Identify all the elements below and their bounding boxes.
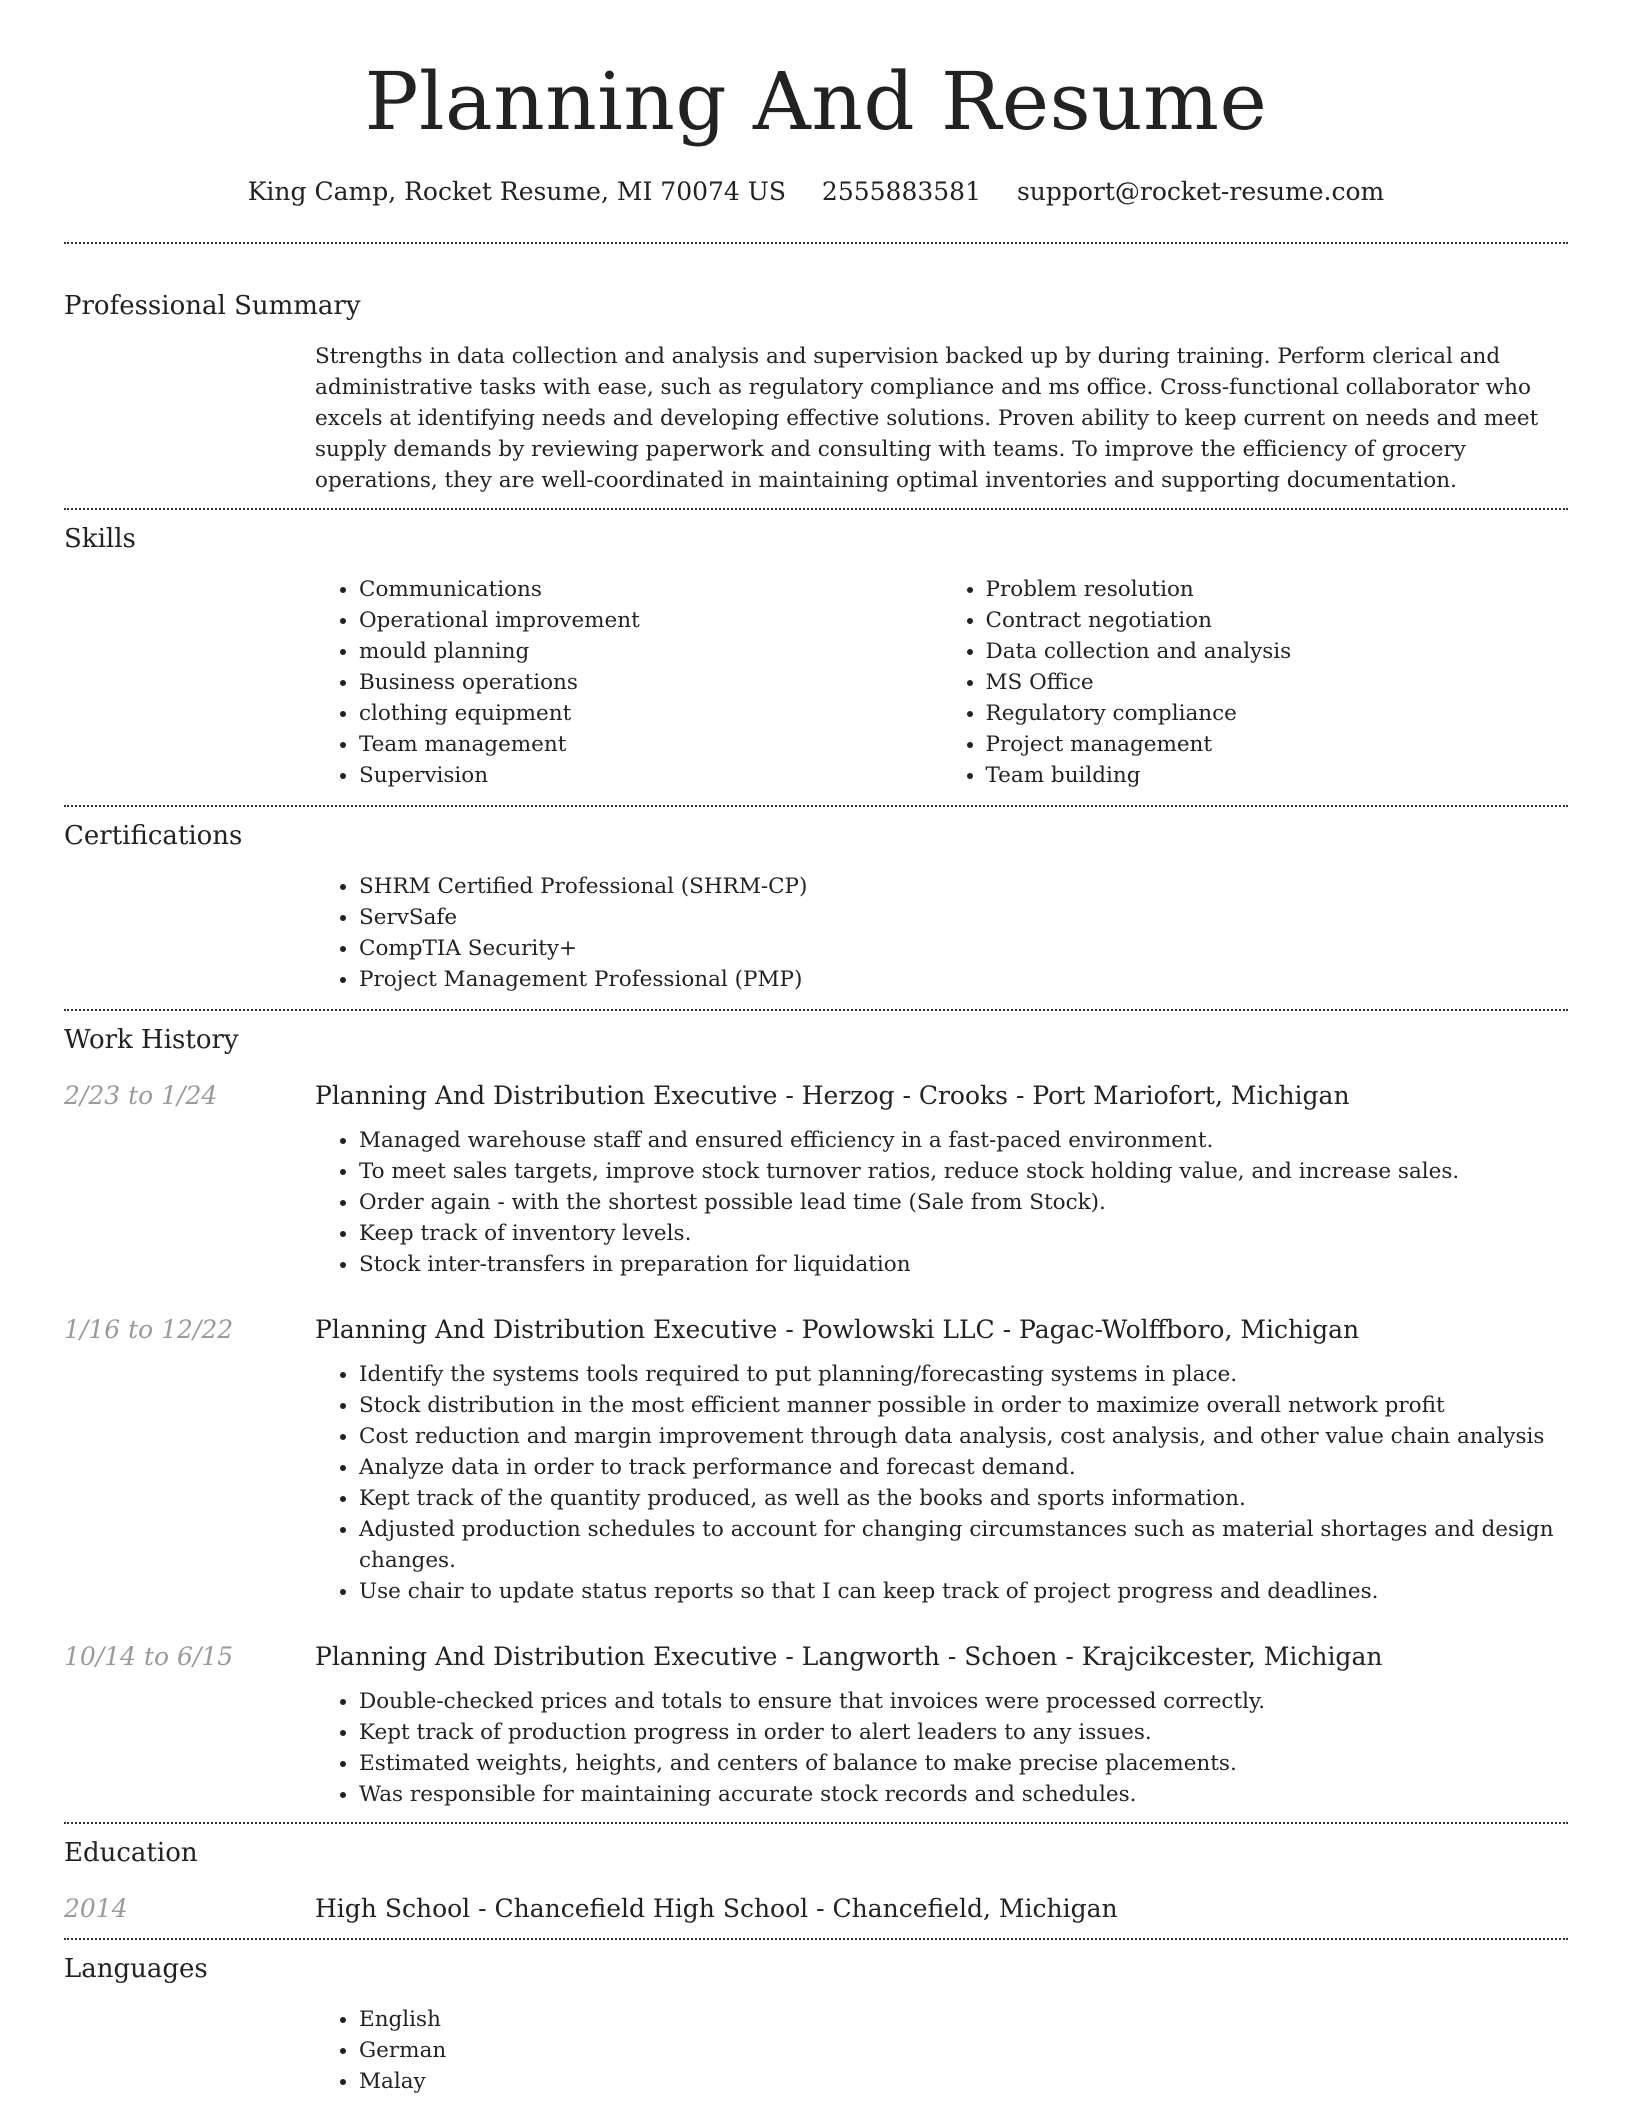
list-item: • ServSafe	[359, 902, 1568, 933]
section-title-certifications: Certifications	[64, 821, 243, 851]
job-title: Planning And Distribution Executive - Herzog - Crooks - Port Mariofort, Michigan	[315, 1081, 1350, 1110]
section-title-work: Work History	[64, 1025, 239, 1055]
list-item: • Communications	[359, 574, 942, 605]
list-item: • Operational improvement	[359, 605, 942, 636]
list-item: • German	[359, 2035, 1568, 2066]
list-item: • English	[359, 2004, 1568, 2035]
job-date: 1/16 to 12/22	[64, 1315, 234, 1344]
education-entry: High School - Chancefield High School - Chancefield, Michigan	[315, 1894, 1118, 1923]
contact-email: support@rocket-resume.com	[1016, 177, 1385, 206]
list-item: • Stock distribution in the most efficient manner possible in order to maximize overall network profit	[359, 1390, 1568, 1421]
section-title-skills: Skills	[64, 524, 136, 554]
list-item: • mould planning	[359, 636, 942, 667]
list-item: • Analyze data in order to track performance and forecast demand.	[359, 1452, 1568, 1483]
list-item: • Project management	[986, 729, 1569, 760]
list-item: • Team building	[986, 760, 1569, 791]
education-section	[64, 1824, 1568, 1938]
list-item: • To meet sales targets, improve stock turnover ratios, reduce stock holding value, and increase sales.	[359, 1156, 1568, 1187]
list-item: • Cost reduction and margin improvement through data analysis, cost analysis, and other value chain analysis	[359, 1421, 1568, 1452]
section-title-summary: Professional Summary	[64, 291, 361, 321]
list-item: • Order again - with the shortest possible lead time (Sale from Stock).	[359, 1187, 1568, 1218]
job-title: Planning And Distribution Executive - Langworth - Schoen - Krajcikcester, Michigan	[315, 1642, 1383, 1671]
list-item: • CompTIA Security+	[359, 933, 1568, 964]
job-bullets	[315, 1359, 1568, 1607]
languages-section	[64, 1940, 1568, 2097]
skills-list-left	[315, 574, 942, 791]
list-item: • Regulatory compliance	[986, 698, 1569, 729]
list-item: • Keep track of inventory levels.	[359, 1218, 1568, 1249]
contact-address: King Camp, Rocket Resume, MI 70074 US	[247, 177, 786, 206]
list-item: • Kept track of the quantity produced, as well as the books and sports information.	[359, 1483, 1568, 1514]
certifications-list	[315, 871, 1568, 995]
skills-section	[64, 510, 1568, 805]
list-item: • Use chair to update status reports so that I can keep track of project progress and deadlines.	[359, 1576, 1568, 1607]
job-entry	[64, 1079, 1568, 1280]
job-bullets	[315, 1125, 1568, 1280]
list-item: • Project Management Professional (PMP)	[359, 964, 1568, 995]
list-item: • Supervision	[359, 760, 942, 791]
job-entry	[64, 1313, 1568, 1607]
list-item: • Stock inter-transfers in preparation for liquidation	[359, 1249, 1568, 1280]
list-item: • Adjusted production schedules to account for changing circumstances such as material shortages and design changes.	[359, 1514, 1568, 1576]
job-date: 2/23 to 1/24	[64, 1081, 218, 1110]
languages-list	[315, 2004, 1568, 2097]
list-item: • Double-checked prices and totals to ensure that invoices were processed correctly.	[359, 1686, 1568, 1717]
work-history-section	[64, 1011, 1568, 1822]
section-title-education: Education	[64, 1838, 198, 1868]
candidate-name: Planning And Resume	[364, 55, 1268, 148]
contact-phone: 2555883581	[821, 177, 981, 206]
summary-text: Strengths in data collection and analysis and supervision backed up by during training. Perform clerical and administrative tasks with ease, such as regulatory compliance and ms office. Cross-functional collaborator who excels at identifying needs and developing effective solutions. Proven ability to keep current on needs and meet supply demands by reviewing paperwork and consulting with teams. To improve the efficiency of grocery operations, they are well-coordinated in maintaining optimal inventories and supporting documentation.	[315, 344, 1539, 493]
contact-line	[64, 176, 1568, 208]
education-date: 2014	[64, 1894, 128, 1923]
list-item: • Was responsible for maintaining accurate stock records and schedules.	[359, 1779, 1568, 1810]
list-item: • Estimated weights, heights, and centers of balance to make precise placements.	[359, 1748, 1568, 1779]
summary-section	[64, 244, 1568, 508]
resume-header	[64, 0, 1568, 208]
section-title-languages: Languages	[64, 1954, 208, 1984]
list-item: • Kept track of production progress in order to alert leaders to any issues.	[359, 1717, 1568, 1748]
job-title: Planning And Distribution Executive - Powlowski LLC - Pagac-Wolffboro, Michigan	[315, 1315, 1360, 1344]
list-item: • clothing equipment	[359, 698, 942, 729]
list-item: • Contract negotiation	[986, 605, 1569, 636]
list-item: • MS Office	[986, 667, 1569, 698]
list-item: • Problem resolution	[986, 574, 1569, 605]
list-item: • Team management	[359, 729, 942, 760]
list-item: • Identify the systems tools required to put planning/forecasting systems in place.	[359, 1359, 1568, 1390]
list-item: • SHRM Certified Professional (SHRM-CP)	[359, 871, 1568, 902]
job-entry	[64, 1640, 1568, 1822]
list-item: • Business operations	[359, 667, 942, 698]
job-date: 10/14 to 6/15	[64, 1642, 234, 1671]
list-item: • Malay	[359, 2066, 1568, 2097]
list-item: • Managed warehouse staff and ensured efficiency in a fast-paced environment.	[359, 1125, 1568, 1156]
job-bullets	[315, 1686, 1568, 1810]
skills-list-right	[942, 574, 1569, 791]
certifications-section	[64, 807, 1568, 1009]
list-item: • Data collection and analysis	[986, 636, 1569, 667]
